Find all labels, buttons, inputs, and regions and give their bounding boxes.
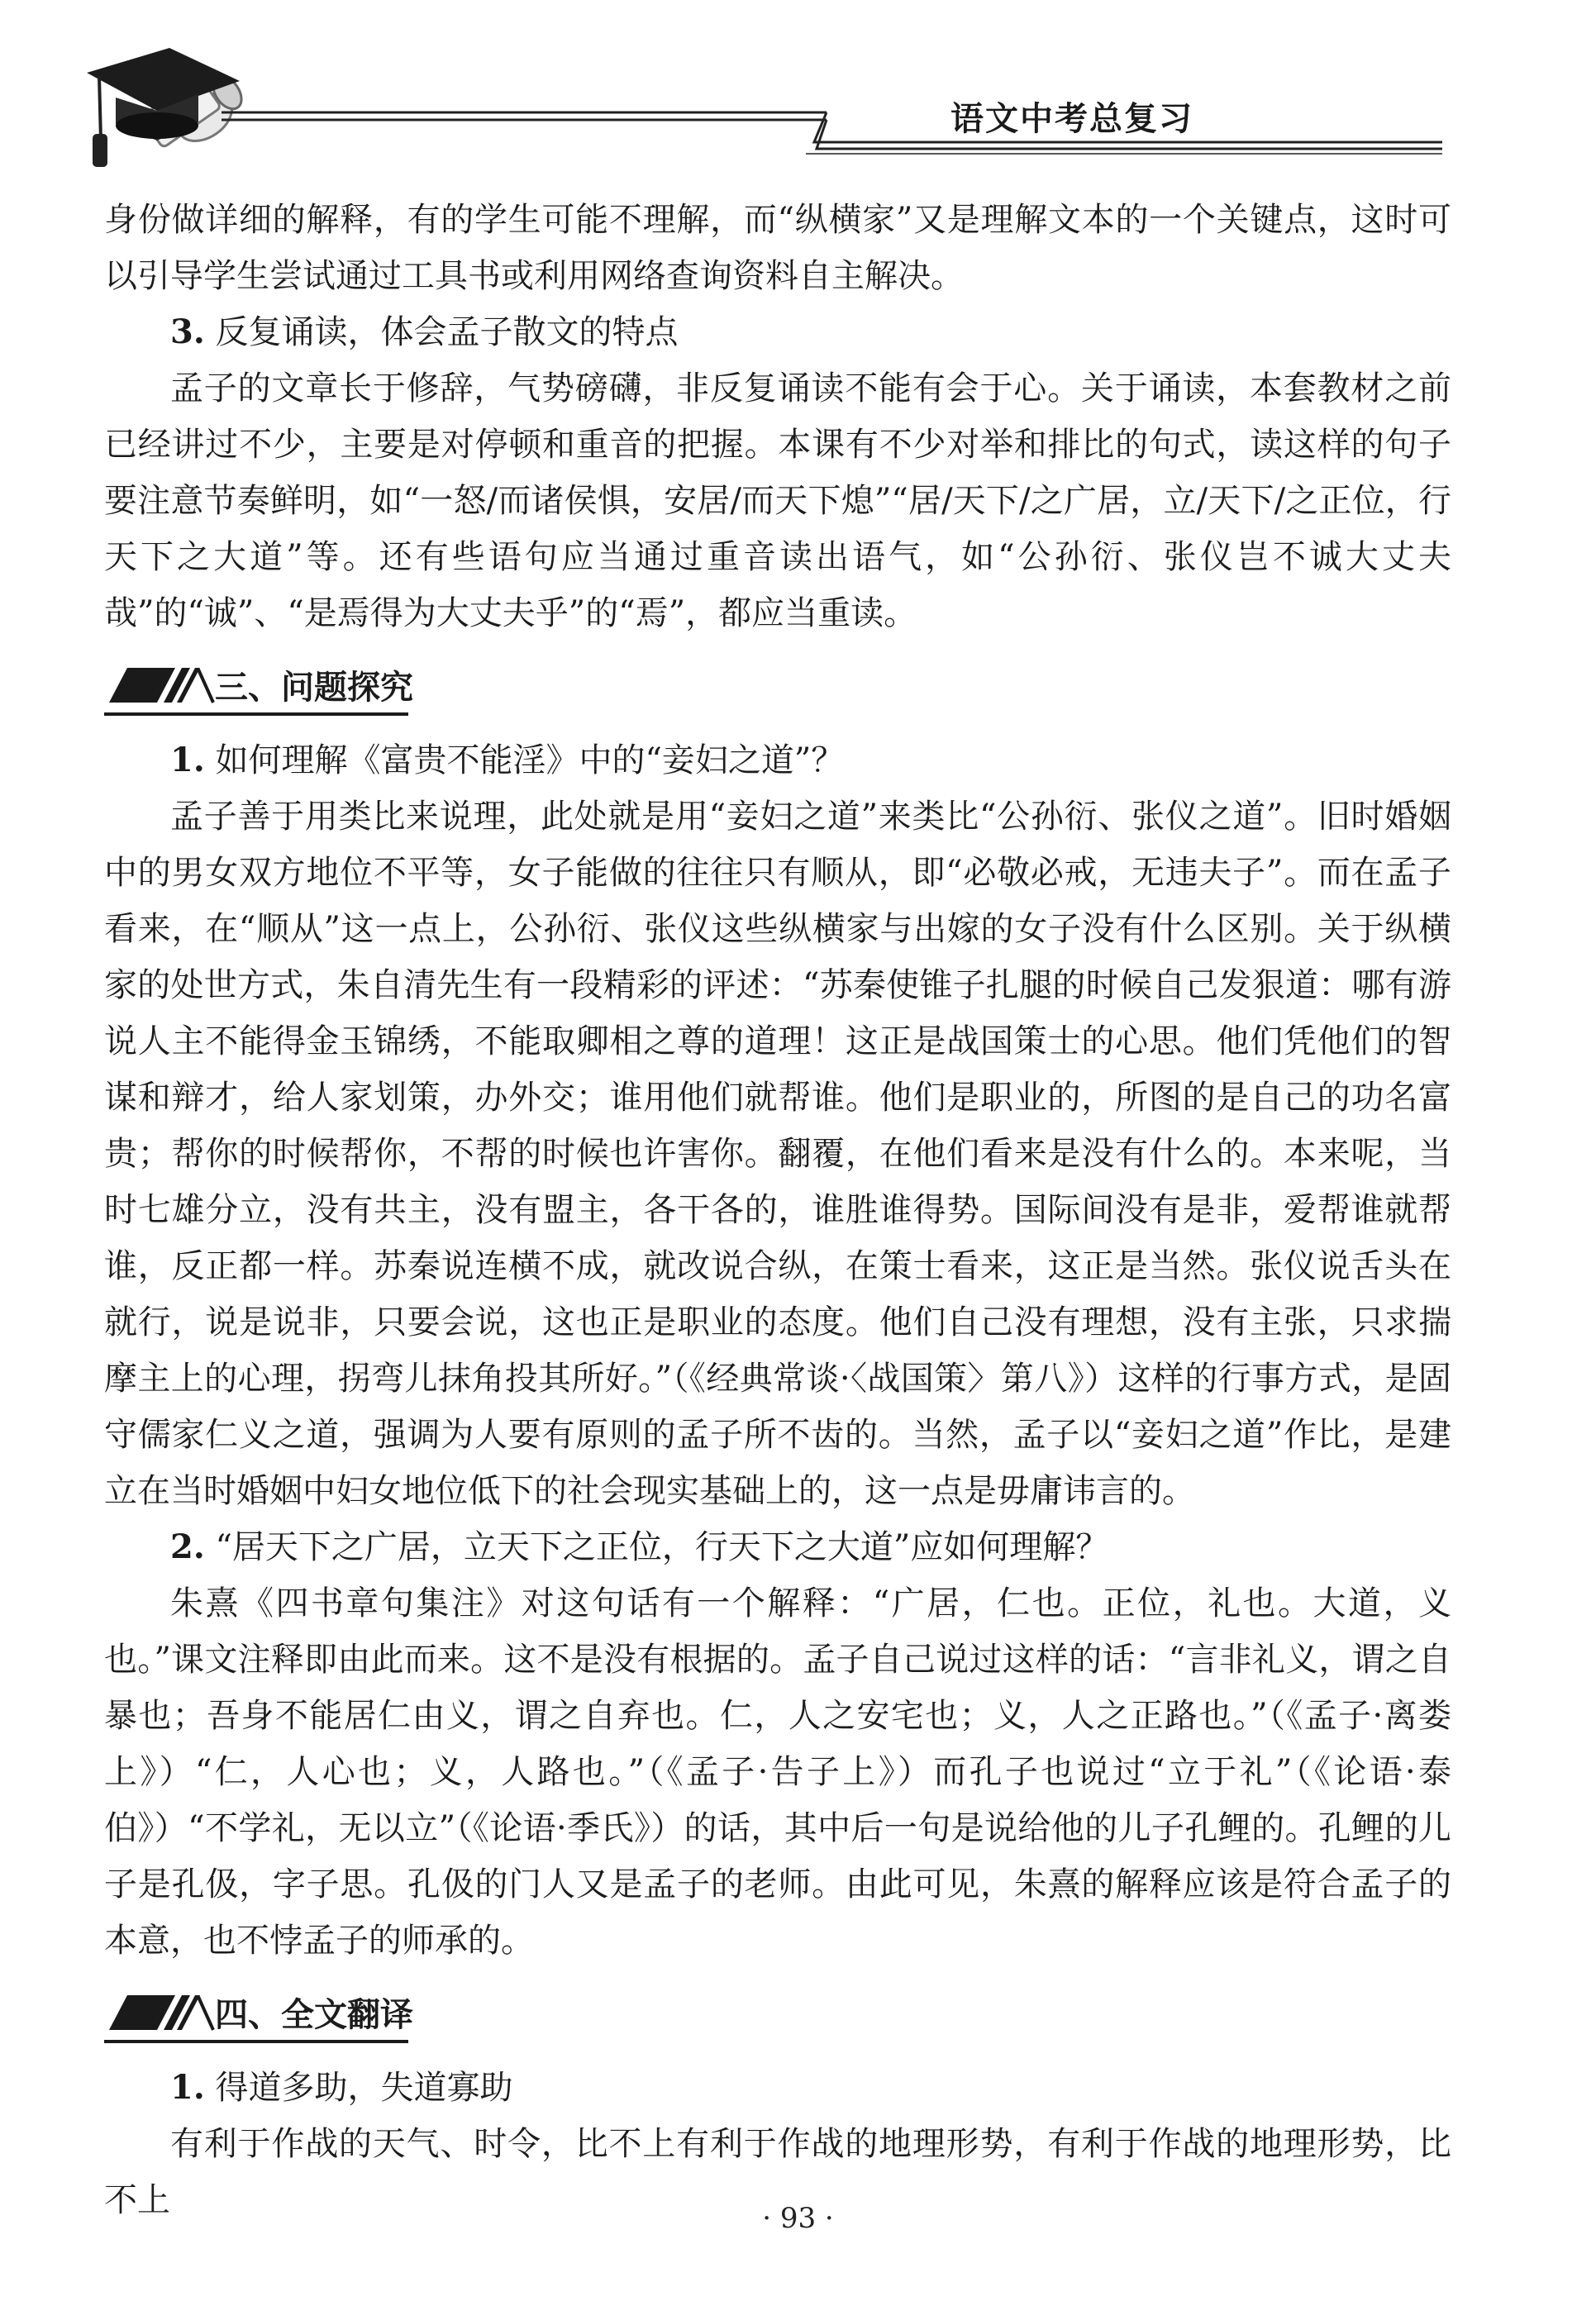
book-title: 语文中考总复习 bbox=[950, 99, 1193, 138]
section-heading-4 bbox=[104, 1977, 1451, 2051]
graduation-cap-icon bbox=[0, 0, 1596, 190]
subheading-number: 3. bbox=[170, 312, 205, 351]
question bbox=[104, 732, 1451, 789]
subheading bbox=[104, 2060, 1451, 2116]
section-bars-icon bbox=[107, 1992, 215, 2033]
section-title: 四、全文翻译 bbox=[215, 1996, 413, 2034]
paragraph: 身份做详细的解释，有的学生可能不理解，而“纵横家”又是理解文本的一个关键点，这时可以引导学生尝试通过工具书或利用网络查询资料自主解决。 bbox=[104, 201, 1451, 295]
page-number: · 93 · bbox=[762, 2202, 834, 2235]
section-heading-3 bbox=[104, 650, 1451, 724]
paragraph: 孟子善于用类比来说理，此处就是用“妾妇之道”来类比“公孙衍、张仪之道”。旧时婚姻中的男女双方地位不平等，女子能做的往往只有顺从，即“必敬必戒，无违夫子”。而在孟子看来，在“顺从”这一点上，公孙衍、张仪这些纵横家与出嫁的女子没有什么区别。关于纵横家的处世方式，朱自清先生有一段精彩的评述：“苏秦使锥子扎腿的时候自己发狠道：哪有游说人主不能得金玉锦绣，不能取卿相之尊的道理！这正是战国策士的心思。他们凭他们的智谋和辩才，给人家划策，办外交；谁用他们就帮谁。他们是职业的，所图的是自己的功名富贵；帮你的时候帮你，不帮的时候也许害你。翻覆，在他们看来是没有什么的。本来呢，当时七雄分立，没有共主，没有盟主，各干各的，谁胜谁得势。国际间没有是非，爱帮谁就帮谁，反正都一样。苏秦说连横不成，就改说合纵，在策士看来，这正是当然。张仪说舌头在就行，说是说非，只要会说，这也正是职业的态度。他们自己没有理想，没有主张，只求揣摩主上的心理，拐弯儿抹角投其所好。”（《经典常谈·〈战国策〉第八》）这样的行事方式，是固守儒家仁义之道，强调为人要有原则的孟子所不齿的。当然，孟子以“妾妇之道”作比，是建立在当时婚姻中妇女地位低下的社会现实基础上的，这一点是毋庸讳言的。 bbox=[104, 798, 1451, 1510]
section-underline bbox=[104, 712, 408, 716]
question bbox=[104, 1519, 1451, 1575]
subheading-text: 得道多助，失道寡助 bbox=[204, 2069, 513, 2107]
section-underline bbox=[104, 2040, 408, 2043]
section-bars-icon bbox=[107, 665, 215, 706]
question-number: 2. bbox=[170, 1527, 205, 1566]
paragraph: 孟子的文章长于修辞，气势磅礴，非反复诵读不能有会于心。关于诵读，本套教材之前已经讲过不少，主要是对停顿和重音的把握。本课有不少对举和排比的句式，读这样的句子要注意节奏鲜明，如“一怒/而诸侯惧，安居/而天下熄”“居/天下/之广居，立/天下/之正位，行天下之大道”等。还有些语句应当通过重音读出语气，如“公孙衍、张仪岂不诚大丈夫哉”的“诚”、“是焉得为大丈夫乎”的“焉”，都应当重读。 bbox=[104, 369, 1451, 632]
subheading-number: 1. bbox=[170, 2068, 205, 2107]
question-text: “居天下之广居，立天下之正位，行天下之大道”应如何理解？ bbox=[204, 1528, 1109, 1566]
subheading-text: 反复诵读，体会孟子散文的特点 bbox=[204, 313, 679, 351]
section-title: 三、问题探究 bbox=[215, 669, 413, 707]
question-text: 如何理解《富贵不能淫》中的“妾妇之道”？ bbox=[204, 741, 845, 779]
subheading bbox=[104, 304, 1451, 360]
paragraph: 朱熹《四书章句集注》对这句话有一个解释：“广居，仁也。正位，礼也。大道，义也。”课文注释即由此而来。这不是没有根据的。孟子自己说过这样的话：“言非礼义，谓之自暴也；吾身不能居仁由义，谓之自弃也。仁，人之安宅也；义，人之正路也。”（《孟子·离娄上》）“仁，人心也；义，人路也。”（《孟子·告子上》）而孔子也说过“立于礼”（《论语·泰伯》）“不学礼，无以立”（《论语·季氏》）的话，其中后一句是说给他的儿子孔鲤的。孔鲤的儿子是孔伋，字子思。孔伋的门人又是孟子的老师。由此可见，朱熹的解释应该是符合孟子的本意，也不悖孟子的师承的。 bbox=[104, 1584, 1451, 1960]
page-content bbox=[104, 192, 1451, 2228]
question-number: 1. bbox=[170, 741, 205, 779]
paragraph: 有利于作战的天气、时令，比不上有利于作战的地理形势，有利于作战的地理形势，比不上 bbox=[104, 2125, 1451, 2219]
page-header bbox=[0, 0, 1596, 190]
